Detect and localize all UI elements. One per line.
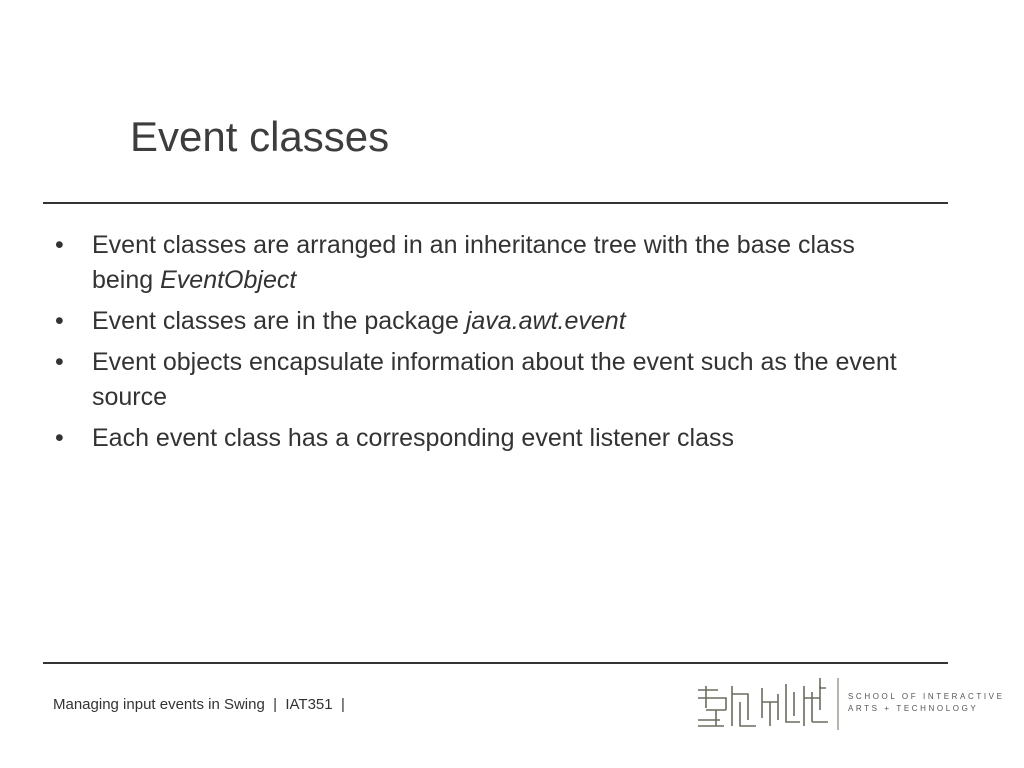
bullet-item: [55, 345, 905, 415]
bullet-marker: •: [55, 231, 64, 259]
bullet-text: Event classes are arranged in an inheritance tree with the base class being: [92, 231, 855, 294]
bullet-italic-term: EventObject: [160, 266, 297, 294]
bullet-text: Each event class has a corresponding event listener class: [92, 424, 735, 452]
slide-title: Event classes: [130, 113, 390, 160]
footer-text: Managing input events in Swing | IAT351 |: [53, 696, 345, 713]
bullet-item: [55, 421, 905, 456]
siat-logo-mark-icon: [696, 676, 846, 732]
bullet-item: [55, 304, 905, 339]
bullet-italic-term: java.awt.event: [465, 307, 626, 335]
bullet-list: [55, 228, 905, 462]
logo-text-line2: ARTS + TECHNOLOGY: [848, 704, 979, 713]
bullet-text: Event objects encapsulate information about the event such as the event source: [92, 348, 897, 411]
bullet-marker: •: [55, 348, 64, 376]
footer-divider: [43, 662, 948, 664]
logo-text-line1: SCHOOL OF INTERACTIVE: [848, 692, 1005, 701]
bullet-item: [55, 228, 905, 298]
bullet-marker: •: [55, 424, 64, 452]
title-divider: [43, 202, 948, 204]
siat-logo: [696, 676, 1005, 732]
bullet-marker: •: [55, 307, 64, 335]
bullet-text: Event classes are in the package: [92, 307, 466, 335]
